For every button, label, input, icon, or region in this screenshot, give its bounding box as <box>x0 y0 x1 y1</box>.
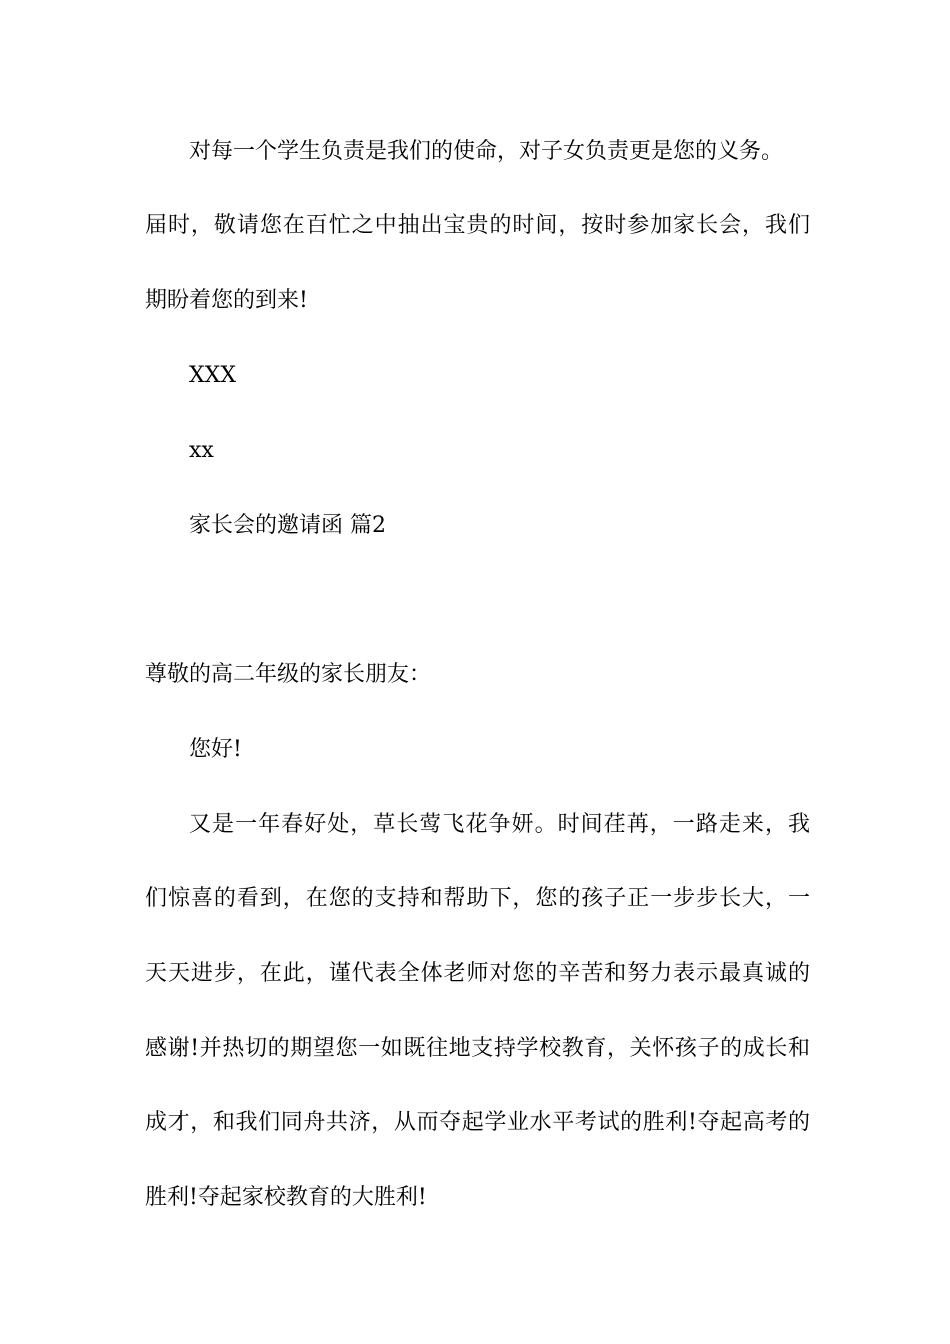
paragraph-line: 胜利!夺起家校教育的大胜利! <box>145 1185 427 1210</box>
signature-date: xx <box>189 438 214 463</box>
paragraph-line: 们惊喜的看到，在您的支持和帮助下，您的孩子正一步步长大，一 <box>145 886 810 911</box>
paragraph-line: 对每一个学生负责是我们的使命，对子女负责更是您的义务。 <box>189 139 784 164</box>
section-heading: 家长会的邀请函 篇2 <box>189 513 386 538</box>
greeting: 您好! <box>189 737 242 762</box>
paragraph-line: 又是一年春好处，草长莺飞花争妍。时间荏苒，一路走来，我 <box>189 812 810 837</box>
paragraph-line: 感谢!并热切的期望您一如既往地支持学校教育，关怀孩子的成长和 <box>145 1036 810 1061</box>
paragraph-line: 天天进步，在此，谨代表全体老师对您的辛苦和努力表示最真诚的 <box>145 961 810 986</box>
signature-name: XXX <box>189 363 236 388</box>
salutation: 尊敬的高二年级的家长朋友： <box>145 662 432 687</box>
paragraph-line: 成才，和我们同舟共济，从而夺起学业水平考试的胜利!夺起高考的 <box>145 1110 810 1135</box>
paragraph-line: 届时，敬请您在百忙之中抽出宝贵的时间，按时参加家长会，我们 <box>145 213 810 238</box>
paragraph-line: 期盼着您的到来! <box>145 288 308 313</box>
